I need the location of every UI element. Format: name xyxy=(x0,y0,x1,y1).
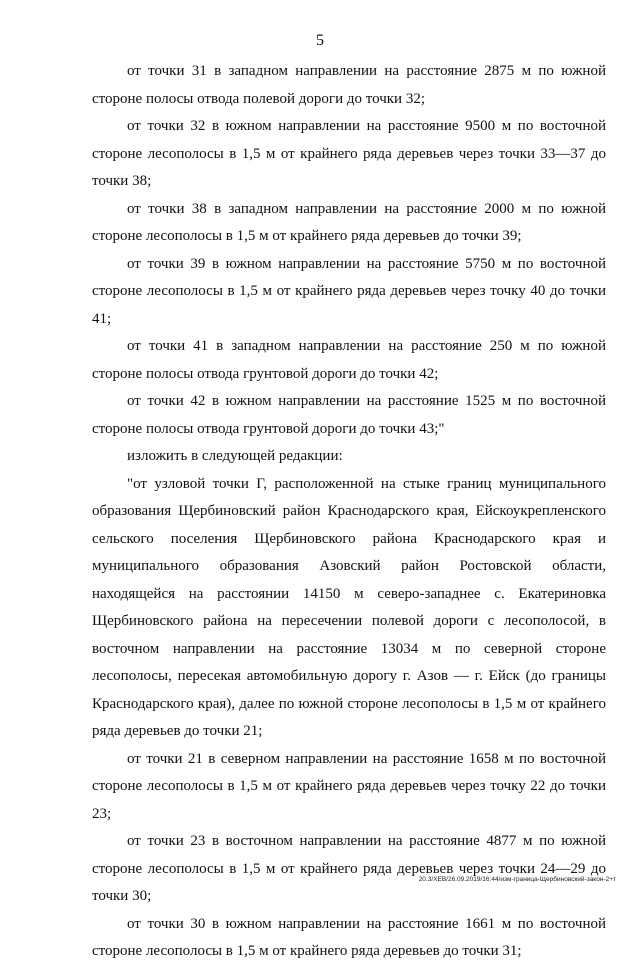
paragraph-point-32: от точки 32 в южном направлении на расстояние 9500 м по восточной стороне лесополосы в 1,5 м от крайнего ряда деревьев через точки 33—37 до точки 38; xyxy=(92,118,606,189)
paragraph-point-23: от точки 23 в восточном направлении на расстояние 4877 м по южной стороне лесополосы в 1,5 м от крайнего ряда деревьев через точки 24—29 до точки 30; xyxy=(92,833,606,904)
paragraph-point-42: от точки 42 в южном направлении на расстояние 1525 м по восточной стороне полосы отвода грунтовой дороги до точки 43;" xyxy=(92,393,606,437)
paragraph-point-31: от точки 31 в западном направлении на расстояние 2875 м по южной стороне полосы отвода полевой дороги до точки 32; xyxy=(92,63,606,107)
paragraph-new-edition-intro: изложить в следующей редакции: xyxy=(127,448,343,464)
document-body xyxy=(92,58,606,966)
paragraph-point-39: от точки 39 в южном направлении на расстояние 5750 м по восточной стороне лесополосы в 1,5 м от крайнего ряда деревьев через точку 40 до точки 41; xyxy=(92,255,606,327)
paragraph-point-38: от точки 38 в западном направлении на расстояние 2000 м по южной стороне лесополосы в 1,5 м от крайнего ряда деревьев до точки 39; xyxy=(92,200,606,244)
paragraph-node-point-g: "от узловой точки Г, расположенной на стыке границ муниципального образования Щербиновский район Краснодарского края, Ейскоукрепленского сельского поселения Щербиновского района Краснодарского края и муниципального образования Азовский район Ростовской области, находящейся на расстоянии 14150 м северо-западнее с. Екатериновка Щербиновского района на пересечении полевой дороги с лесополосой, в восточном направлении на расстояние 13034 м по северной стороне лесополосы, пересекая автомобильную дорогу г. Азов — г. Ейск (до границы Краснодарского края), далее по южной стороне лесополосы в 1,5 м от крайнего ряда деревьев до точки 21; xyxy=(92,475,606,739)
document-footer-code: 20.3/ХЕВ/26.09.2019/16:44/изм-граница-Щербиновский-закон-2+т xyxy=(418,876,616,883)
paragraph-point-21: от точки 21 в северном направлении на расстояние 1658 м по восточной стороне лесополосы в 1,5 м от крайнего ряда деревьев через точку 22 до точки 23; xyxy=(92,750,606,822)
paragraph-point-30: от точки 30 в южном направлении на расстояние 1661 м по восточной стороне лесополосы в 1,5 м от крайнего ряда деревьев до точки 31; xyxy=(92,915,606,959)
page-number: 5 xyxy=(316,32,324,49)
paragraph-point-41: от точки 41 в западном направлении на расстояние 250 м по южной стороне полосы отвода грунтовой дороги до точки 42; xyxy=(92,338,606,382)
